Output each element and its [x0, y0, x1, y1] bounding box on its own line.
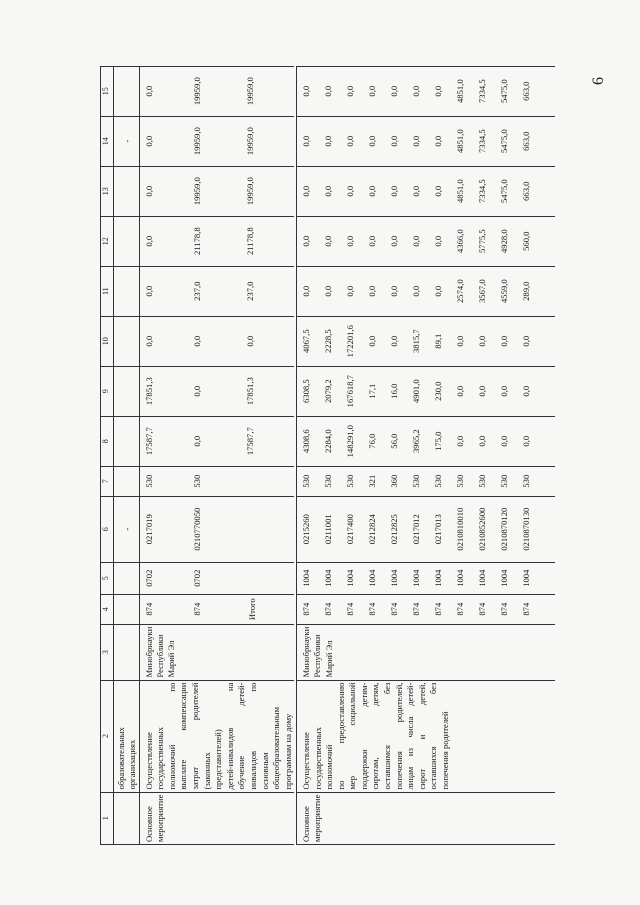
description-line: Осуществление	[300, 732, 311, 790]
cell	[114, 624, 140, 680]
cell-c10: 0,0	[491, 316, 513, 366]
cell-c15: 0,0	[425, 66, 447, 116]
description-line: попечения родителей,	[393, 682, 404, 790]
cell-c15: 0,0	[139, 66, 184, 116]
activity-description	[139, 680, 294, 792]
column-number: 4	[101, 594, 114, 624]
cell-c15: 5475,0	[491, 66, 513, 116]
column-number: 12	[101, 216, 114, 266]
cell-c6: 0217019	[139, 496, 184, 562]
cell	[114, 594, 140, 624]
cell-c13: 0,0	[359, 166, 381, 216]
description-line: полномочий по	[166, 682, 177, 790]
cell	[114, 166, 140, 216]
cell	[114, 316, 140, 366]
cell-c15: 19959,0	[184, 66, 237, 116]
cell-c5: 1004	[403, 562, 425, 594]
cell-c5: 1004	[425, 562, 447, 594]
cell-c12: 0,0	[337, 216, 359, 266]
cell-c14: 5475,0	[491, 116, 513, 166]
cell-c11: 2574,0	[447, 266, 469, 316]
executor-line: Республики	[312, 634, 323, 678]
description-line: обучение детей-	[236, 682, 247, 790]
cell-c14: 0,0	[381, 116, 403, 166]
cell-c4: 874	[315, 594, 337, 624]
description-line: поддержки детям-	[358, 682, 369, 790]
cell-c9: 0,0	[447, 366, 469, 416]
cell-c12: 0,0	[139, 216, 184, 266]
cell-c13: 663,0	[513, 166, 535, 216]
cell	[535, 266, 555, 316]
cell-c7	[237, 466, 295, 496]
cell-c11: 0,0	[403, 266, 425, 316]
cell-c5: 1004	[381, 562, 403, 594]
description-line: выплате компенсации	[178, 682, 189, 790]
cell	[535, 66, 555, 116]
cell-c10: 0,0	[469, 316, 491, 366]
cell-c5: 1004	[469, 562, 491, 594]
cell-c8: 56,0	[381, 416, 403, 466]
cell-c6: 0217012	[403, 496, 425, 562]
cell-c9: 0,0	[513, 366, 535, 416]
cell-c14: 7334,5	[469, 116, 491, 166]
description-line: сиротам, детям,	[370, 682, 381, 790]
description-line: государственных	[155, 727, 166, 790]
description-line: программам на дому	[282, 713, 293, 790]
column-number: 10	[101, 316, 114, 366]
cell-c14: 19959,0	[184, 116, 237, 166]
cell-c7: 530	[184, 466, 237, 496]
description-line: лицам из числа детей-	[405, 682, 416, 790]
description-line: основным	[259, 752, 270, 790]
cell-c10: 2228,5	[315, 316, 337, 366]
cell-c13: 7334,5	[469, 166, 491, 216]
cell-c9: 17851,3	[139, 366, 184, 416]
cell	[114, 792, 140, 844]
column-number: 6	[101, 496, 114, 562]
cell-c5: 0702	[139, 562, 184, 594]
cell-c4: 874	[296, 594, 315, 624]
cell-c9: 16,0	[381, 366, 403, 416]
cell-c10: 0,0	[139, 316, 184, 366]
cell-c6: 0210870120	[491, 496, 513, 562]
header-row	[101, 66, 114, 844]
cell	[535, 166, 555, 216]
cell-c13: 0,0	[403, 166, 425, 216]
bottom-border-row	[535, 66, 555, 844]
cell	[535, 366, 555, 416]
cell-c13: 19959,0	[184, 166, 237, 216]
cell-c12: 0,0	[403, 216, 425, 266]
cell-c10: 172201,6	[337, 316, 359, 366]
cell-c14: 0,0	[403, 116, 425, 166]
cell-c11: 0,0	[139, 266, 184, 316]
cell-c4: 874	[359, 594, 381, 624]
cell-c6: 0211001	[315, 496, 337, 562]
cell	[535, 466, 555, 496]
column-number: 8	[101, 416, 114, 466]
executor-line: Республики	[155, 634, 166, 678]
budget-table	[100, 66, 555, 845]
cell-c9: 17851,3	[237, 366, 295, 416]
cell-c11: 0,0	[315, 266, 337, 316]
cell-c10: 0,0	[381, 316, 403, 366]
cell-c13: 0,0	[315, 166, 337, 216]
cell-c11: 4559,0	[491, 266, 513, 316]
cell-c13: 4851,0	[447, 166, 469, 216]
cell-c5	[237, 562, 295, 594]
cell	[535, 496, 555, 562]
description-line: общеобразовательным	[271, 706, 282, 790]
cell-c7: 530	[425, 466, 447, 496]
cell-c8: 0,0	[491, 416, 513, 466]
cell-c15: 0,0	[381, 66, 403, 116]
cell	[114, 66, 140, 116]
description-line: инвалидов по	[248, 682, 259, 790]
activity-description	[296, 680, 535, 792]
cell-c6: 0217400	[337, 496, 359, 562]
cell-c12: 4366,0	[447, 216, 469, 266]
cell-c13: 0,0	[296, 166, 315, 216]
cell	[535, 316, 555, 366]
executor	[139, 624, 294, 680]
cell-c5: 1004	[513, 562, 535, 594]
cell-c12: 21178,8	[184, 216, 237, 266]
cell-c8: 2284,0	[315, 416, 337, 466]
cell-c4: 874	[139, 594, 184, 624]
cell-c8: 76,0	[359, 416, 381, 466]
cell	[114, 266, 140, 316]
cell-c7: 530	[403, 466, 425, 496]
cell-c10: 0,0	[447, 316, 469, 366]
continuation-row	[114, 66, 140, 844]
cell-c5: 1004	[315, 562, 337, 594]
cell-c12: 0,0	[425, 216, 447, 266]
activity-type: Основное мероприятие	[296, 792, 535, 844]
column-number: 9	[101, 366, 114, 416]
cell-c8: 17587,7	[237, 416, 295, 466]
cell-c4: Итого	[237, 594, 295, 624]
cell-c15: 4851,0	[447, 66, 469, 116]
cell-c8: 175,0	[425, 416, 447, 466]
description-line: сирот и детей,	[416, 682, 427, 790]
column-number: 1	[101, 792, 114, 844]
description-line: государственных	[312, 727, 323, 790]
cell-c11: 289,0	[513, 266, 535, 316]
cell-c6: 0210852600	[469, 496, 491, 562]
cell-c12: 0,0	[359, 216, 381, 266]
cell-c14: 0,0	[296, 116, 315, 166]
cell	[535, 680, 555, 792]
cell-c13: 0,0	[139, 166, 184, 216]
dash-mark: -	[114, 496, 140, 562]
description-line: представителей)	[213, 729, 224, 790]
cell-c14: 19959,0	[237, 116, 295, 166]
description-line: попечения родителей	[440, 711, 451, 790]
cell-c13: 5475,0	[491, 166, 513, 216]
executor	[296, 624, 535, 680]
cell-c11: 0,0	[381, 266, 403, 316]
cell-c6: 0210870130	[513, 496, 535, 562]
column-number: 13	[101, 166, 114, 216]
cell-c12: 4928,0	[491, 216, 513, 266]
cell-c4: 874	[447, 594, 469, 624]
cell-c10: 4067,5	[296, 316, 315, 366]
cell	[114, 466, 140, 496]
cell-c15: 19959,0	[237, 66, 295, 116]
column-number: 5	[101, 562, 114, 594]
cell-c7: 530	[491, 466, 513, 496]
cell-c15: 0,0	[403, 66, 425, 116]
cell-c15: 0,0	[296, 66, 315, 116]
cell-c14: 663,0	[513, 116, 535, 166]
column-number: 7	[101, 466, 114, 496]
cell-c11: 3567,0	[469, 266, 491, 316]
cell-c9: 6308,5	[296, 366, 315, 416]
cell-c8: 148291,0	[337, 416, 359, 466]
cell-c11: 0,0	[296, 266, 315, 316]
cell-c11: 0,0	[425, 266, 447, 316]
cell-c12: 0,0	[296, 216, 315, 266]
cell-c10: 0,0	[237, 316, 295, 366]
table-row	[139, 66, 184, 844]
cell-c8: 17587,7	[139, 416, 184, 466]
cell-c6: 0212824	[359, 496, 381, 562]
cell-c9: 17,1	[359, 366, 381, 416]
cell-c9: 167618,7	[337, 366, 359, 416]
cell	[114, 216, 140, 266]
cell-c5: 1004	[491, 562, 513, 594]
cell-c10: 3815,7	[403, 316, 425, 366]
cell-c8: 0,0	[513, 416, 535, 466]
column-number: 2	[101, 680, 114, 792]
cell-c9: 0,0	[469, 366, 491, 416]
column-number: 14	[101, 116, 114, 166]
cell-c12: 560,0	[513, 216, 535, 266]
table-row	[296, 66, 315, 844]
description-line: детей-инвалидов на	[224, 682, 235, 790]
cell-c14: 0,0	[359, 116, 381, 166]
cell-c14: 0,0	[425, 116, 447, 166]
cell-c8: 0,0	[469, 416, 491, 466]
cell-c7: 530	[296, 466, 315, 496]
cell-c15: 0,0	[359, 66, 381, 116]
cell-c6: 0210810010	[447, 496, 469, 562]
cell-c5: 0702	[184, 562, 237, 594]
activity-type: Основное мероприятие	[139, 792, 294, 844]
cell-c4: 874	[425, 594, 447, 624]
cell-c6	[237, 496, 295, 562]
cell-c10: 0,0	[359, 316, 381, 366]
cell-c9: 2079,2	[315, 366, 337, 416]
cell	[114, 416, 140, 466]
cell-c14: 0,0	[139, 116, 184, 166]
cell-c14: 0,0	[315, 116, 337, 166]
cell-c12: 0,0	[315, 216, 337, 266]
cell-c5: 1004	[296, 562, 315, 594]
executor-line: Марий Эл	[323, 640, 334, 678]
cell-c13: 19959,0	[237, 166, 295, 216]
cell-c8: 4308,6	[296, 416, 315, 466]
description-line: затрат родителей	[190, 682, 201, 790]
cell-c15: 663,0	[513, 66, 535, 116]
cell	[535, 416, 555, 466]
cell-c4: 874	[403, 594, 425, 624]
cell-c5: 1004	[337, 562, 359, 594]
cell-c7: 321	[359, 466, 381, 496]
cell-c6: 0215260	[296, 496, 315, 562]
table-body	[114, 66, 555, 844]
description-line: оставшихся без	[428, 682, 439, 790]
description-line: оставшимся без	[382, 682, 393, 790]
cell-c14: 0,0	[337, 116, 359, 166]
cell	[535, 594, 555, 624]
cell-c6: 0212825	[381, 496, 403, 562]
cell	[114, 366, 140, 416]
cell-c7: 530	[513, 466, 535, 496]
description-line: (законных	[201, 752, 212, 790]
column-number: 3	[101, 624, 114, 680]
cell-c11: 237,0	[184, 266, 237, 316]
cell-c6: 0210770050	[184, 496, 237, 562]
cell-c5: 1004	[359, 562, 381, 594]
cell-c10: 89,1	[425, 316, 447, 366]
cell-c7: 530	[447, 466, 469, 496]
cell-c4: 874	[513, 594, 535, 624]
column-number: 11	[101, 266, 114, 316]
description-line: Осуществление	[143, 732, 154, 790]
cell-c4: 874	[184, 594, 237, 624]
cell-c9: 230,0	[425, 366, 447, 416]
cell	[535, 562, 555, 594]
cell-c7: 530	[337, 466, 359, 496]
cell-c8: 3965,2	[403, 416, 425, 466]
executor-line: Минобрнауки	[143, 626, 154, 678]
cell-c7: 360	[381, 466, 403, 496]
cell-c8: 0,0	[447, 416, 469, 466]
executor-line: Минобрнауки	[300, 626, 311, 678]
cell-c5: 1004	[447, 562, 469, 594]
description-line: по предоставлению	[335, 682, 346, 790]
cell-c7: 530	[139, 466, 184, 496]
cell-c4: 874	[381, 594, 403, 624]
cell-c9: 0,0	[491, 366, 513, 416]
cell-c9: 4901,0	[403, 366, 425, 416]
cell	[114, 562, 140, 594]
cell-c13: 0,0	[425, 166, 447, 216]
page-number: 6	[590, 77, 607, 85]
cell-c15: 7334,5	[469, 66, 491, 116]
cell-c12: 5775,5	[469, 216, 491, 266]
cell-c4: 874	[469, 594, 491, 624]
cell-c10: 0,0	[513, 316, 535, 366]
cell	[535, 792, 555, 844]
cell-c11: 0,0	[359, 266, 381, 316]
cell-c9: 0,0	[184, 366, 237, 416]
cell-c7: 530	[315, 466, 337, 496]
cell-c8: 0,0	[184, 416, 237, 466]
cell-c13: 0,0	[381, 166, 403, 216]
cell-c10: 0,0	[184, 316, 237, 366]
continuation-text: образовательных организациях	[114, 680, 140, 792]
cell-c14: 4851,0	[447, 116, 469, 166]
cell-c6: 0217013	[425, 496, 447, 562]
cell-c7: 530	[469, 466, 491, 496]
cell-c13: 0,0	[337, 166, 359, 216]
description-line: полномочий	[324, 744, 335, 790]
cell-c15: 0,0	[315, 66, 337, 116]
cell-c4: 874	[337, 594, 359, 624]
cell	[535, 116, 555, 166]
executor-line: Марий Эл	[166, 640, 177, 678]
cell	[535, 216, 555, 266]
cell-c12: 21178,8	[237, 216, 295, 266]
description-line: мер социальной	[347, 682, 358, 790]
cell-c11: 237,0	[237, 266, 295, 316]
cell-c4: 874	[491, 594, 513, 624]
cell	[535, 624, 555, 680]
cell-c15: 0,0	[337, 66, 359, 116]
column-number: 15	[101, 66, 114, 116]
cell-c12: 0,0	[381, 216, 403, 266]
dash-mark: -	[114, 116, 140, 166]
cell-c11: 0,0	[337, 266, 359, 316]
